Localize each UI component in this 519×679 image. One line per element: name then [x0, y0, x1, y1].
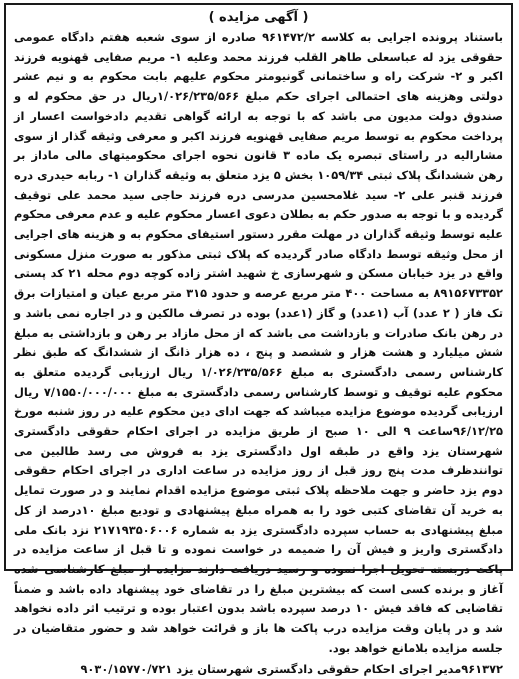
- footer-ref: ۹۶۱۳۷۲: [461, 661, 503, 676]
- notice-body: باستناد پرونده اجرایی به کلاسه ۹۶۱۴۷۲/۲ صادره از سوی شعبه هفتم دادگاه عمومی حقوقی یزد له عباسعلی طاهر القلب فرزند محمد وعلیه ۱- مریم صفایی قهنویه فرزند اکبر و ۲- شرکت راه و ساختمانی گونیومتر محکوم علیهم بابت محکوم به و نیم عشر دولتی وهزینه های احتمالی اجرای حکم مبلغ ۱/۰۲۶/۲۳۵/۵۶۶ریال در حق محکوم له و صندوق دولت مدیون می باشد که با توجه به ارائه گواهی تقدیم دادخواست اعسار از پرداخت محکوم به توسط مریم صفایی قهنویه فرزند اکبر و معرفی وثیقه گذار از سوی مشارالیه در راستای تبصره یک ماده ۳ قانون نحوه اجرای محکومیتهای مالی ماداز بر رهن ششدانگ پلاک ثبتی ۱۰۵۹/۳۴ بخش ۵ یزد متعلق به وثیقه گذاران ۱- ربابه حیدری دره فرزند قنبر علی ۲- سید غلامحسین مدرسی دره فرزند حاجی سید محمد علی توقیف گردیده و با توجه به صدور حکم به بطلان دعوی اعسار محکوم علیه و عدم معرفی محکوم علیه توسط وثیقه گذاران در مهلت مقرر دستور استیفای محکوم به و هزینه های اجرایی از محل وثیقه توسط دادگاه صادر گردیده که پلاک ثبتی مذکور به صورت منزل مسکونی واقع در یزد خیابان مسکن و شهرسازی خ شهید اشتر زاده کوچه دوم محله ۲۱ کد پستی ۸۹۱۵۶۷۳۳۵۲ به مساحت ۴۰۰ متر مربع عرصه و حدود ۳۱۵ متر مربع عیان و امتیازات برق تک فاز ( ۲ عدد) آب (۱عدد) و گاز (۱عدد) بوده در تصرف مالکین و در اجاره نمی باشد و در رهن بانک صادرات و بازداشت می باشد که از محل مازاد بر رهن و بازداشتی به مبلغ شش میلیارد و هشت هزار و ششصد و پنج ، ده هزار ذانگ از ششدانگ که طبق نظر کارشناس رسمی دادگستری به مبلغ ۱/۰۲۶/۲۳۵/۵۶۶ ریال ارزیابی گردیده متعلق به محکوم علیه توقیف و توسط کارشناس رسمی دادگستری به مبلغ ۷/۱۵۵۰/۰۰۰/۰۰۰ ریال ارزیابی گردیده موضوع مزایده میباشد که جهت ادای دین محکوم علیه در روز شنبه مورخ ۹۶/۱۲/۲۵ساعت ۹ الی ۱۰ صبح از طریق مزایده در اجرای احکام حقوقی دادگستری شهرستان یزد واقع در طبقه اول دادگستری یزد به فروش می رسد طالبین می توانندظرف مدت پنج روز قبل از روز مزایده در ساعت اداری در اجرای احکام حقوقی دوم یزد حاضر و جهت ملاحظه پلاک ثبتی موضوع مزایده اقدام نمایند و در صورت تمایل به خرید آن تقاضای کتبی خود را به همراه مبلغ پیشنهادی و تودیع مبلغ ۱۰درصد از کل مبلغ پیشنهادی به حساب سپرده دادگستری یزد به شماره ۲۱۷۱۹۳۵۰۶۰۰۶ نزد بانک ملی دادگستری واریز و فیش آن را ضمیمه در خواست نموده و تا قبل از ساعت مزایده در پاکت دربسته تحویل اجرا نموده و رسید دریافت دارند مزایده از مبلغ کارشناسی شده آغاز و برنده کسی است که بیشترین مبلغ را در تقاضای خود پیشنهاد داده باشد و ضمناً تقاضایی که فاقد فیش ۱۰ درصد سپرده باشد بدون اعتبار بوده و ترتیب اثر داده نخواهد شد و در پایان وقت مزایده درب پاکت ها باز و قرائت خواهد شد و حضور متقاضیان در جلسه مزایده بلامانع خواهد بود.: [14, 30, 504, 655]
- notice-title: ( آگهی مزایده ): [208, 10, 309, 25]
- footer-text: مدیر اجرای احکام حقوقی دادگستری شهرستان یزد: [176, 661, 462, 676]
- footer-code: ۹۰۳۰/۱۵۷۷۰/۷۲۱: [80, 661, 173, 676]
- auction-notice: [4, 3, 513, 676]
- notice-footer: [14, 660, 503, 679]
